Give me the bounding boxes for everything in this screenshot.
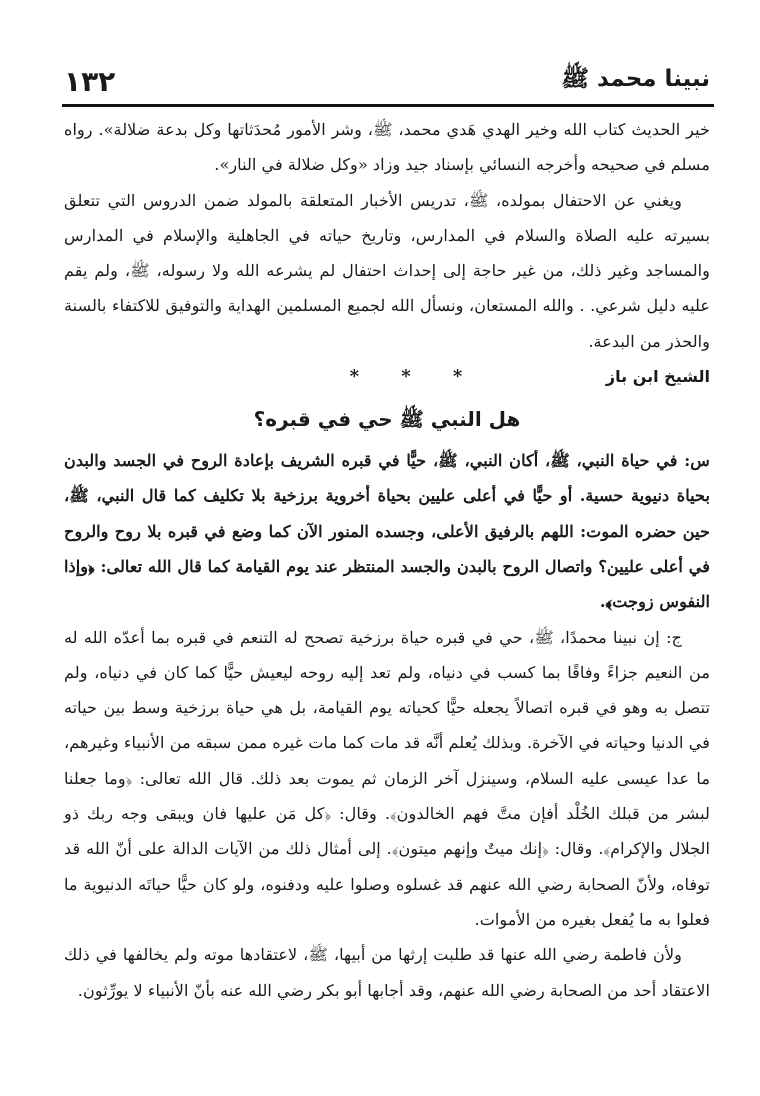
- page-header: [64, 62, 710, 100]
- page-body: [64, 112, 710, 1008]
- running-title: نبينا محمد ﷺ: [561, 66, 710, 92]
- page-number: ١٣٢: [64, 64, 116, 98]
- section-heading: هل النبي ﷺ حي في قبره؟: [253, 407, 521, 432]
- mawlid-paragraph: ويغني عن الاحتفال بمولده، ﷺ، تدريس الأخبار المتعلقة بالمولد ضمن الدروس التي تتعلق بسيرته عليه الصلاة والسلام في المدارس، وتاريخ حياته في الجاهلية والإسلام في المدارس والمساجد وغير ذلك، من غير حاجة إلى إحداث احتفال لم يشرعه الله ولا رسوله، ﷺ، ولم يقم عليه دليل شرعي. . والله المستعان، ونسأل الله لجميع المسلمين الهداية والتوفيق للاكتفاء بالسنة والحذر من البدعة.: [64, 190, 710, 351]
- header-rule: [62, 104, 714, 107]
- answer-paragraph-fatima: ولأن فاطمة رضي الله عنها قد طلبت إرثها من أبيها، ﷺ، لاعتقادها موته ولم يخالفها في ذلك الاعتقاد أحد من الصحابة رضي الله عنهم، وقد أجابها أبو بكر رضي الله عنه بأنّ الأنبياء لا يورِّثون.: [64, 945, 710, 1000]
- answer-paragraph: ج: إن نبينا محمدًا، ﷺ، حي في قبره حياة برزخية تصحح له التنعم في قبره بما أعدّه الله له من النعيم جزاءً وفاقًا بما كسب في دنياه، ولم تعد إليه روحه ليعيش حيًّا كما كان في دنياه، ولم تتصل به وهو في قبره اتصالاً يجعله حيًّا كحياته يوم القيامة، بل هي حياة برزخية وسط بين حياته في الدنيا وحياته في الآخرة. وبذلك يُعلم أنَّه قد مات كما مات غيره ممن سبقه من الأنبياء وغيرهم، ما عدا عيسى عليه السلام، وسينزل آخر الزمان ثم يموت بعد ذلك. قال الله تعالى: ﴿وما جعلنا لبشر من قبلك الخُلْد أفإن متَّ فهم الخالدون﴾. وقال: ﴿كل مَن عليها فان ويبقى وجه ربك ذو الجلال والإكرام﴾. وقال: ﴿إنك ميتٌ وإنهم ميتون﴾. إلى أمثال ذلك من الآيات الدالة على أنّ الله قد توفاه، ولأنّ الصحابة رضي الله عنهم قد غسلوه وصلوا عليه ودفنوه، ولو كان حيًّا حياتَه الدنيوية ما فعلوا به ما يُفعل بغيره من الأموات.: [64, 627, 710, 929]
- hadith-paragraph: خير الحديث كتاب الله وخير الهدي هَدي محمد، ﷺ، وشر الأمور مُحدَثاتها وكل بدعة ضلالة». رواه مسلم في صحيحه وأخرجه النسائي بإسناد جيد وزاد «وكل ضلالة في النار».: [64, 120, 710, 175]
- question-paragraph: س: في حياة النبي، ﷺ، أكان النبي، ﷺ، حيًّا في قبره الشريف بإعادة الروح في الجسد والبدن بحياة دنيوية حسية. أو حيًّا في أعلى عليين بحياة أخروية برزخية بلا تكليف كما قال النبي، ﷺ، حين حضره الموت: اللهم بالرفيق الأعلى، وجسده المنور الآن كما وضع في قبره بلا روح والروح في أعلى عليين؟ واتصال الروح بالبدن والجسد المنتظر عند يوم القيامة كما قال الله تعالى: ﴿وإذا النفوس زوجت﴾.: [64, 451, 710, 612]
- author-signature: الشيخ ابن باز: [605, 367, 710, 387]
- separator-row: [64, 359, 710, 395]
- section-stars: * * *: [349, 366, 481, 388]
